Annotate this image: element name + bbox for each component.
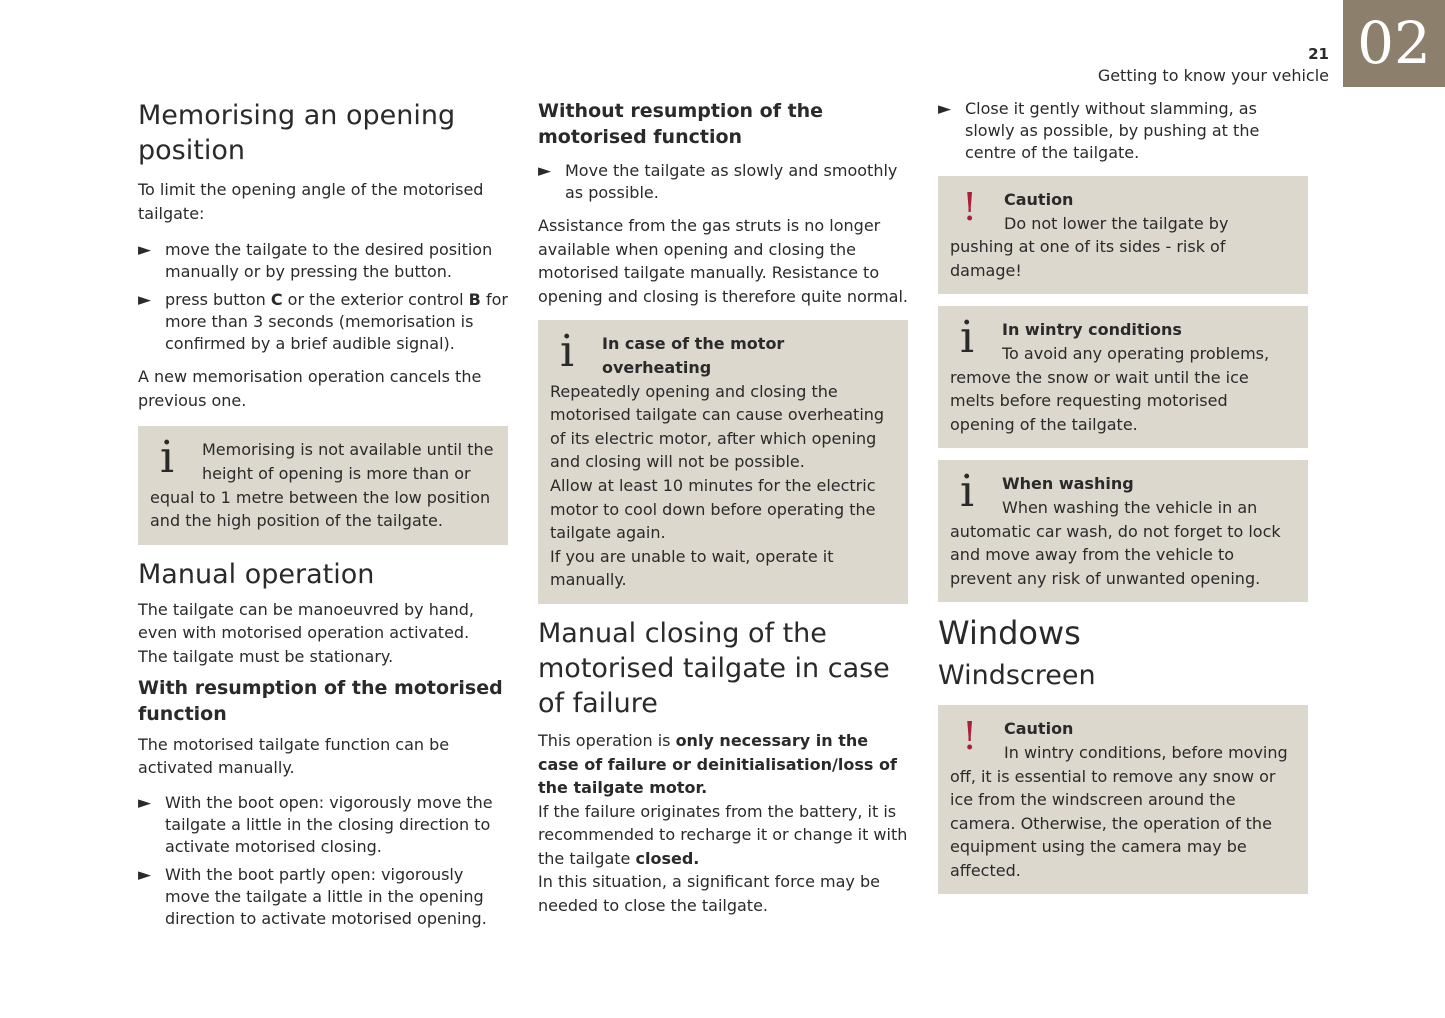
paragraph-manual-1: The tailgate can be manoeuvred by hand, even with motorised operation activated. bbox=[138, 599, 475, 643]
heading-manual-operation: Manual operation bbox=[138, 558, 375, 590]
arrow-bullet-icon: ► bbox=[138, 864, 152, 885]
info-text: When washing the vehicle in an automatic car wash, do not forget to lock and move away from the vehicle to prevent any risk of unwanted opening. bbox=[950, 497, 1281, 588]
chapter-tab: 02 bbox=[1343, 0, 1445, 87]
arrow-bullet-icon: ► bbox=[138, 240, 152, 261]
info-icon: i bbox=[160, 432, 175, 484]
bullet-item bbox=[138, 289, 508, 355]
bullet-text: move the tailgate to the desired position manually or by pressing the button. bbox=[165, 240, 493, 282]
paragraph-force: In this situation, a significant force may be needed to close the tailgate. bbox=[538, 872, 880, 916]
caution-box-lowering bbox=[938, 176, 1308, 294]
bullet-item bbox=[138, 239, 508, 283]
caution-title: Caution bbox=[1004, 190, 1074, 209]
warning-icon: ! bbox=[962, 714, 978, 759]
info-box-memorising bbox=[138, 426, 508, 544]
info-icon: i bbox=[960, 312, 975, 364]
caution-box-windscreen bbox=[938, 705, 1308, 894]
paragraph-with-resumption: The motorised tailgate function can be activated manually. bbox=[138, 734, 450, 778]
bullet-text: press button C or the exterior control B for more than 3 seconds (memorisation is confirmed by a brief audible signal). bbox=[165, 290, 508, 354]
heading-with-resumption: With resumption of the motorised function bbox=[138, 676, 503, 725]
column-3 bbox=[938, 98, 1308, 906]
bullet-text: Close it gently without slamming, as slowly as possible, by pushing at the centre of the tailgate. bbox=[965, 99, 1260, 162]
bullet-text: With the boot partly open: vigorously move the tailgate a little in the opening direction to activate motorised opening. bbox=[165, 864, 487, 928]
bullet-item bbox=[138, 864, 508, 930]
info-text: To avoid any operating problems, remove the snow or wait until the ice melts before requesting motorised opening of the tailgate. bbox=[950, 343, 1270, 434]
paragraph-new-memorisation: A new memorisation operation cancels the previous one. bbox=[138, 367, 482, 410]
info-box-wintry bbox=[938, 306, 1308, 448]
info-text: Memorising is not available until the height of opening is more than or equal to 1 metre between the low position and the high position of the tailgate. bbox=[150, 440, 494, 531]
info-icon: i bbox=[560, 326, 575, 378]
arrow-bullet-icon: ► bbox=[938, 99, 952, 119]
arrow-bullet-icon: ► bbox=[138, 290, 152, 311]
paragraph-manual-2: The tailgate must be stationary. bbox=[138, 646, 394, 666]
paragraph-assistance: Assistance from the gas struts is no longer available when opening and closing the motorised tailgate manually. Resistance to opening and closing is therefore quite normal. bbox=[538, 216, 909, 306]
bullet-item bbox=[938, 98, 1308, 164]
arrow-bullet-icon: ► bbox=[538, 161, 552, 181]
paragraph-battery: If the failure originates from the battery, it is recommended to recharge it or change it with the tailgate closed. bbox=[538, 801, 908, 868]
heading-without-resumption: Without resumption of the motorised function bbox=[538, 100, 824, 148]
caution-text: Do not lower the tailgate by pushing at one of its sides - risk of damage! bbox=[950, 213, 1229, 280]
info-title: When washing bbox=[1002, 474, 1134, 494]
caution-text: In wintry conditions, before moving off, it is essential to remove any snow or ice from the windscreen around the camera. Otherwise, the operation of the equipment using the camera may be affected. bbox=[950, 742, 1288, 880]
arrow-bullet-icon: ► bbox=[138, 792, 152, 813]
caution-title: Caution bbox=[1004, 719, 1074, 739]
column-1 bbox=[138, 98, 508, 936]
bullet-item bbox=[538, 160, 908, 204]
heading-memorising: Memorising an opening position bbox=[138, 100, 456, 166]
bullet-text: Move the tailgate as slowly and smoothly as possible. bbox=[565, 161, 898, 202]
heading-windscreen: Windscreen bbox=[938, 660, 1096, 692]
info-text: If you are unable to wait, operate it manually. bbox=[550, 546, 834, 590]
bullet-text: With the boot open: vigorously move the tailgate a little in the closing direction to activate motorised closing. bbox=[165, 792, 493, 856]
warning-icon: ! bbox=[962, 185, 978, 229]
info-text: Repeatedly opening and closing the motorised tailgate can cause overheating of its electric motor, after which opening and closing will not be possible. bbox=[550, 381, 885, 472]
info-title: In wintry conditions bbox=[1002, 320, 1182, 340]
paragraph-operation: This operation is only necessary in the case of failure or deinitialisation/loss of the tailgate motor. bbox=[538, 730, 897, 798]
section-title: Getting to know your vehicle bbox=[1097, 66, 1329, 85]
heading-manual-closing: Manual closing of the motorised tailgate in case of failure bbox=[538, 617, 890, 719]
column-2 bbox=[538, 98, 908, 928]
info-box-overheating bbox=[538, 320, 908, 604]
heading-windows: Windows bbox=[938, 614, 1081, 653]
bullet-item bbox=[138, 792, 508, 858]
info-icon: i bbox=[960, 466, 975, 518]
page-number: 21 bbox=[1308, 45, 1329, 63]
info-text: Allow at least 10 minutes for the electric motor to cool down before operating the tailgate again. bbox=[550, 475, 876, 543]
info-box-washing bbox=[938, 460, 1308, 602]
paragraph-limit: To limit the opening angle of the motorised tailgate: bbox=[138, 180, 484, 223]
info-title: In case of the motor overheating bbox=[602, 334, 785, 377]
